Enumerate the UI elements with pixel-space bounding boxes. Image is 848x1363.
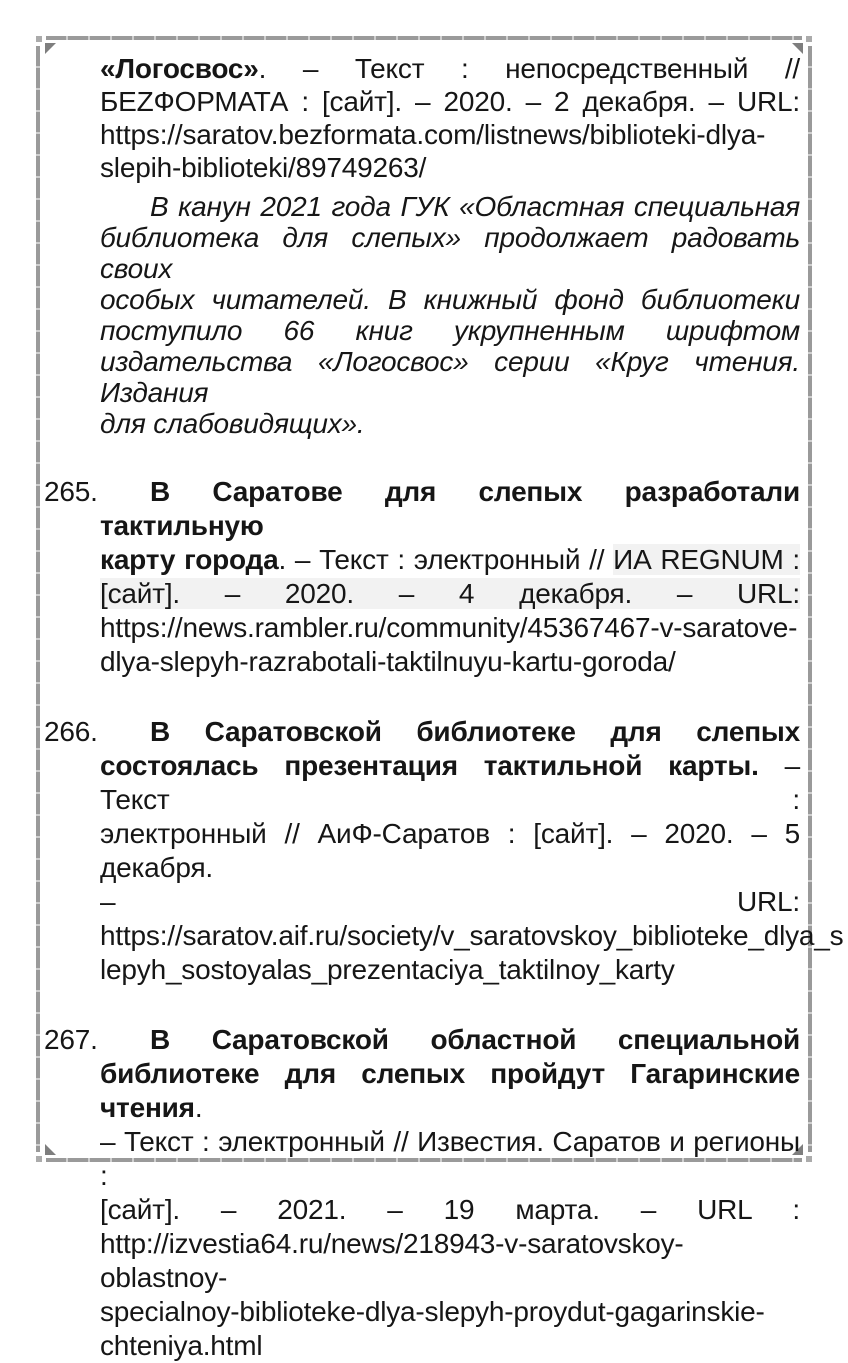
- text-line: [100, 645, 800, 679]
- border-corner-square-top-right: [806, 36, 812, 42]
- entry-number: 265.: [44, 476, 98, 507]
- text-run: состоялась презентация тактильной карты.: [100, 750, 759, 781]
- text-line: [100, 52, 800, 85]
- text-line: [100, 315, 800, 346]
- border-corner-square-bottom-left: [36, 1156, 42, 1162]
- entry-number: 267.: [44, 1024, 98, 1055]
- text-run: chteniya.html: [100, 1330, 263, 1361]
- text-run: издательства «Логосвос» серии «Круг чтения. Издания: [100, 346, 800, 408]
- text-line: [100, 611, 800, 645]
- text-run: – Текст : электронный // Известия. Саратов и регионы :: [100, 1126, 800, 1191]
- highlighted-text: ИА REGNUM :: [613, 544, 800, 575]
- text-run: http://izvestia64.ru/news/218943-v-saratovskoy-oblastnoy-: [100, 1228, 684, 1293]
- text-line: [100, 1057, 800, 1125]
- text-run: поступило 66 книг укрупненным шрифтом: [100, 315, 800, 346]
- text-line: [100, 919, 844, 953]
- page-border-top: [46, 36, 802, 40]
- highlighted-text: [сайт]. – 2020. – 4 декабря. – URL:: [100, 578, 800, 609]
- text-line: [100, 151, 800, 184]
- text-line: [100, 577, 800, 611]
- text-run: https://saratov.bezformata.com/listnews/biblioteki-dlya-: [100, 119, 766, 150]
- text-line: [100, 475, 800, 543]
- bib-entry: [44, 715, 844, 987]
- text-line: [100, 1295, 800, 1329]
- text-line: [100, 885, 800, 919]
- text-run: https://saratov.aif.ru/society/v_saratovskoy_biblioteke_dlya_s: [100, 920, 844, 951]
- text-line: [100, 817, 800, 885]
- border-corner-square-bottom-right: [806, 1156, 812, 1162]
- text-run: библиотека для слепых» продолжает радовать своих: [100, 222, 800, 284]
- text-run: особых читателей. В книжный фонд библиотеки: [100, 284, 800, 315]
- text-run: https://news.rambler.ru/community/45367467-v-saratove-: [100, 612, 798, 643]
- text-run: для слабовидящих».: [100, 408, 365, 439]
- text-line: [100, 543, 800, 577]
- text-run: .: [194, 1092, 203, 1123]
- text-run: В канун 2021 года ГУК «Областная специальная: [150, 191, 800, 222]
- text-line: [100, 1193, 800, 1227]
- text-run: карту города: [100, 544, 279, 575]
- entry-number: 266.: [44, 716, 98, 747]
- text-run: БЕZФОРМАТА : [сайт]. – 2020. – 2 декабря. – URL:: [100, 86, 800, 117]
- page-border-left: [36, 46, 40, 1152]
- text-line: [100, 1023, 800, 1057]
- text-line: [100, 346, 800, 408]
- page-border-right: [808, 46, 812, 1152]
- text-line: [100, 408, 800, 439]
- text-run: specialnoy-biblioteke-dlya-slepyh-proydut-gagarinskie-: [100, 1296, 765, 1327]
- border-corner-triangle-icon-top-left: [45, 43, 56, 54]
- text-line: [100, 222, 800, 284]
- bib-entry: [44, 1023, 800, 1363]
- bib-entry: [44, 475, 800, 679]
- text-area: [44, 52, 844, 1363]
- border-corner-triangle-icon-bottom-left: [45, 1144, 56, 1155]
- text-line: [100, 1329, 800, 1363]
- text-line: [100, 118, 800, 151]
- paragraph: [100, 52, 800, 184]
- text-line: [100, 284, 800, 315]
- text-line: [100, 1125, 800, 1193]
- text-run: В Саратовской областной специальной: [150, 1024, 800, 1055]
- annotation-paragraph: [100, 191, 800, 439]
- text-run: В Саратовской библиотеке для слепых: [150, 716, 800, 747]
- text-run: электронный // АиФ-Саратов : [сайт]. – 2020. – 5 декабря.: [100, 818, 800, 883]
- text-run: lepyh_sostoyalas_prezentaciya_taktilnoy_karty: [100, 954, 675, 985]
- border-corner-square-top-left: [36, 36, 42, 42]
- text-line: [100, 749, 800, 817]
- text-run: библиотеке для слепых пройдут Гагаринские чтения: [100, 1058, 800, 1123]
- text-run: – Текст :: [100, 750, 800, 815]
- text-run: «Логосвос»: [100, 53, 259, 84]
- text-run: slepih-biblioteki/89749263/: [100, 152, 427, 183]
- text-run: dlya-slepyh-razrabotali-taktilnuyu-kartu-goroda/: [100, 646, 676, 677]
- text-run: В Саратове для слепых разработали тактильную: [100, 476, 800, 541]
- text-line: [100, 191, 800, 222]
- text-run: . – Текст : электронный //: [278, 544, 614, 575]
- text-run: – URL:: [100, 886, 800, 917]
- text-line: [100, 953, 800, 987]
- text-line: [100, 85, 800, 118]
- text-run: . – Текст : непосредственный //: [258, 53, 800, 84]
- text-line: [100, 1227, 800, 1295]
- text-line: [100, 715, 800, 749]
- text-run: [сайт]. – 2021. – 19 марта. – URL :: [100, 1194, 800, 1225]
